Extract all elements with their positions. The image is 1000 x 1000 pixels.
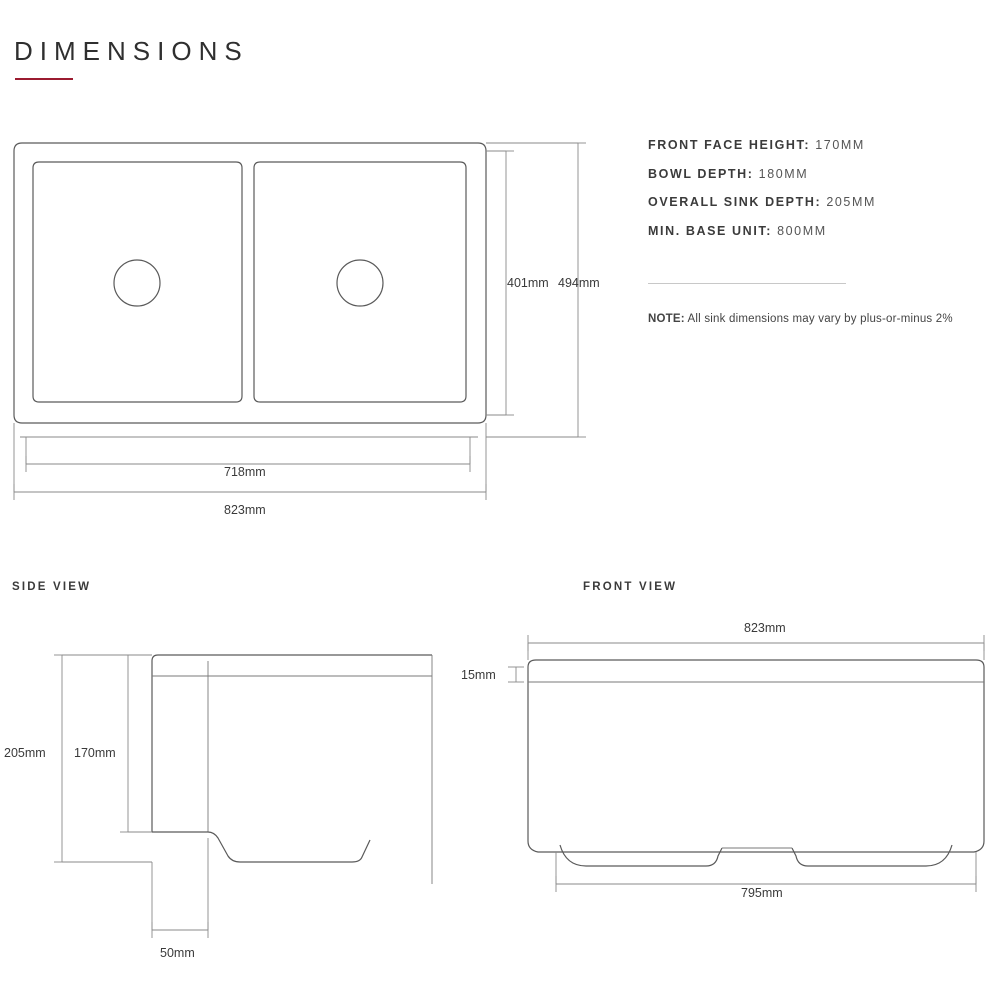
front-view-base-left (560, 845, 722, 866)
dim-label-401: 401mm (507, 276, 549, 290)
dim-label-15: 15mm (461, 668, 496, 682)
top-view-outer-outline (14, 143, 486, 423)
side-view-base-profile (152, 832, 370, 862)
spec-value: 180MM (758, 166, 809, 181)
spec-row-bowl-depth (648, 167, 978, 181)
spec-list (648, 138, 978, 252)
side-view-label: SIDE VIEW (12, 581, 92, 593)
dim-label-718: 718mm (224, 465, 266, 479)
title-underline (15, 78, 73, 80)
spec-divider (648, 283, 846, 284)
spec-row-min-base-unit (648, 224, 978, 238)
front-view-outer-outline (528, 660, 984, 852)
front-view-label: FRONT VIEW (583, 581, 678, 593)
top-view-right-drain (337, 260, 383, 306)
dim-label-823-top: 823mm (224, 503, 266, 517)
top-view-left-drain (114, 260, 160, 306)
dim-label-795: 795mm (741, 886, 783, 900)
spec-value: 800MM (777, 223, 827, 238)
page-title: DIMENSIONS (14, 36, 249, 66)
dim-label-205: 205mm (4, 746, 46, 760)
note-body: All sink dimensions may vary by plus-or-minus 2% (687, 313, 953, 325)
spec-value: 205MM (826, 195, 876, 209)
spec-label: OVERALL SINK DEPTH: (648, 195, 822, 209)
dim-label-823-front: 823mm (744, 621, 786, 635)
spec-label: FRONT FACE HEIGHT: (648, 138, 811, 152)
front-view-base-right (792, 845, 952, 866)
top-view-right-bowl (254, 162, 466, 402)
note-prefix: NOTE: (648, 313, 685, 325)
note-text (648, 313, 953, 325)
spec-row-overall-sink-depth (648, 195, 978, 209)
spec-value: 170MM (815, 138, 865, 152)
dim-label-170: 170mm (74, 746, 116, 760)
side-view-rim (152, 655, 432, 661)
dim-label-50: 50mm (160, 946, 195, 960)
spec-label: BOWL DEPTH: (648, 166, 754, 181)
spec-row-front-face-height (648, 138, 978, 152)
top-view-left-bowl (33, 162, 242, 402)
spec-label: MIN. BASE UNIT: (648, 223, 772, 238)
dim-label-494: 494mm (558, 276, 600, 290)
